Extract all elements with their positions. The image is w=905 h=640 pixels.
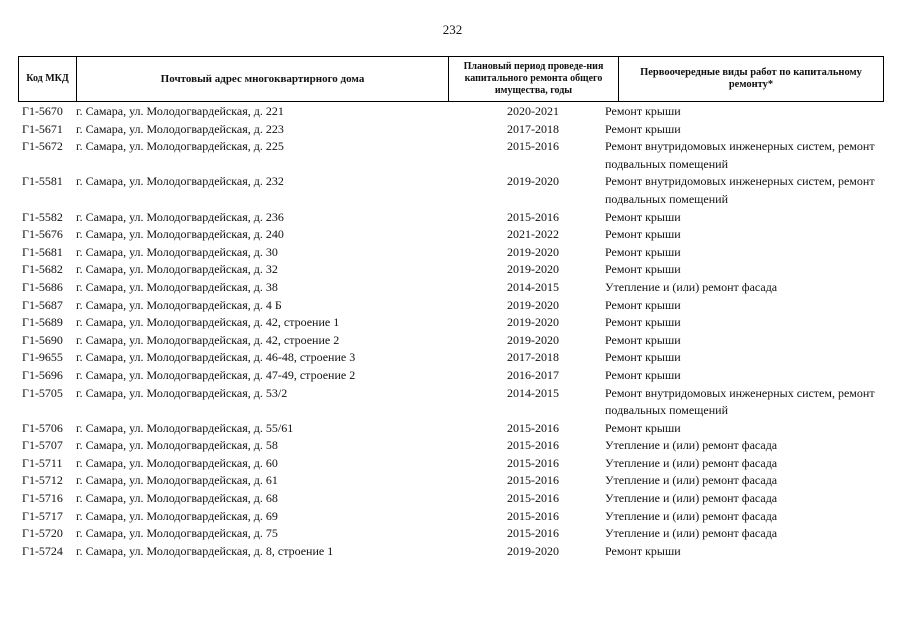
cell-code: Г1-5581 <box>22 174 63 189</box>
cell-period: 2017-2018 <box>507 350 559 365</box>
table-row <box>18 138 884 173</box>
cell-address: г. Самара, ул. Молодогвардейская, д. 38 <box>76 279 278 294</box>
cell-code: Г1-5670 <box>22 104 63 118</box>
cell-code: Г1-5690 <box>22 332 63 347</box>
cell-works: Утепление и (или) ремонт фасада <box>605 455 778 470</box>
cell-period: 2015-2016 <box>507 508 559 523</box>
table-row <box>18 314 884 332</box>
cell-code: Г1-5672 <box>22 139 63 154</box>
cell-period: 2015-2016 <box>507 473 559 488</box>
cell-period: 2015-2016 <box>507 420 559 435</box>
table-row <box>18 525 884 543</box>
cell-address: г. Самара, ул. Молодогвардейская, д. 240 <box>76 227 284 242</box>
table-row <box>18 437 884 455</box>
table-row <box>18 173 884 208</box>
table-row <box>18 543 884 561</box>
table-row <box>18 349 884 367</box>
cell-code: Г1-9655 <box>22 350 63 365</box>
table-row <box>18 226 884 244</box>
cell-works: Ремонт крыши <box>605 227 681 242</box>
cell-code: Г1-5705 <box>22 385 63 400</box>
cell-works: Ремонт крыши <box>605 121 681 136</box>
cell-works: Утепление и (или) ремонт фасада <box>605 473 778 488</box>
cell-period: 2015-2016 <box>507 139 559 154</box>
cell-code: Г1-5724 <box>22 543 63 558</box>
cell-period: 2019-2020 <box>507 244 559 259</box>
cell-address: г. Самара, ул. Молодогвардейская, д. 232 <box>76 174 284 189</box>
header-code: Код МКД <box>18 57 76 101</box>
cell-works: Утепление и (или) ремонт фасада <box>605 526 778 541</box>
cell-period: 2021-2022 <box>507 227 559 242</box>
cell-address: г. Самара, ул. Молодогвардейская, д. 47-49, строение 2 <box>76 367 356 382</box>
cell-code: Г1-5671 <box>22 121 63 136</box>
cell-address: г. Самара, ул. Молодогвардейская, д. 42, строение 2 <box>76 332 340 347</box>
cell-period: 2019-2020 <box>507 174 559 189</box>
cell-code: Г1-5707 <box>22 438 63 453</box>
cell-works: Ремонт крыши <box>605 297 681 312</box>
cell-address: г. Самара, ул. Молодогвардейская, д. 32 <box>76 262 278 277</box>
cell-code: Г1-5682 <box>22 262 63 277</box>
cell-period: 2015-2016 <box>507 526 559 541</box>
cell-works: Утепление и (или) ремонт фасада <box>605 491 778 506</box>
cell-period: 2015-2016 <box>507 438 559 453</box>
cell-code: Г1-5686 <box>22 279 63 294</box>
cell-works: Ремонт крыши <box>605 543 681 558</box>
cell-period: 2015-2016 <box>507 209 559 224</box>
table-body <box>18 103 884 560</box>
cell-period: 2020-2021 <box>507 104 559 118</box>
cell-works: Ремонт внутридомовых инженерных систем, ремонт подвальных помещений <box>605 174 875 206</box>
cell-works: Утепление и (или) ремонт фасада <box>605 279 778 294</box>
cell-address: г. Самара, ул. Молодогвардейская, д. 55/61 <box>76 420 294 435</box>
page-number: 232 <box>442 22 463 37</box>
cell-period: 2014-2015 <box>507 385 559 400</box>
cell-code: Г1-5582 <box>22 209 63 224</box>
cell-code: Г1-5687 <box>22 297 63 312</box>
table-row <box>18 455 884 473</box>
table-row <box>18 297 884 315</box>
cell-address: г. Самара, ул. Молодогвардейская, д. 4 Б <box>76 297 282 312</box>
cell-works: Ремонт крыши <box>605 315 681 330</box>
cell-works: Ремонт крыши <box>605 350 681 365</box>
cell-address: г. Самара, ул. Молодогвардейская, д. 46-48, строение 3 <box>76 350 356 365</box>
header-address: Почтовый адрес многоквартирного дома <box>76 57 448 101</box>
cell-works: Ремонт крыши <box>605 244 681 259</box>
cell-code: Г1-5706 <box>22 420 63 435</box>
cell-code: Г1-5717 <box>22 508 63 523</box>
table-row <box>18 420 884 438</box>
cell-address: г. Самара, ул. Молодогвардейская, д. 53/2 <box>76 385 288 400</box>
cell-address: г. Самара, ул. Молодогвардейская, д. 60 <box>76 455 278 470</box>
cell-period: 2017-2018 <box>507 121 559 136</box>
cell-period: 2019-2020 <box>507 332 559 347</box>
cell-address: г. Самара, ул. Молодогвардейская, д. 69 <box>76 508 278 523</box>
cell-period: 2019-2020 <box>507 315 559 330</box>
cell-address: г. Самара, ул. Молодогвардейская, д. 223 <box>76 121 284 136</box>
table-row <box>18 209 884 227</box>
cell-period: 2019-2020 <box>507 262 559 277</box>
cell-address: г. Самара, ул. Молодогвардейская, д. 225 <box>76 139 284 154</box>
cell-works: Ремонт крыши <box>605 332 681 347</box>
cell-works: Ремонт внутридомовых инженерных систем, ремонт подвальных помещений <box>605 139 875 171</box>
table-row <box>18 472 884 490</box>
cell-works: Ремонт крыши <box>605 420 681 435</box>
cell-code: Г1-5676 <box>22 227 63 242</box>
cell-works: Ремонт крыши <box>605 367 681 382</box>
table-header <box>18 56 884 102</box>
cell-address: г. Самара, ул. Молодогвардейская, д. 75 <box>76 526 278 541</box>
cell-address: г. Самара, ул. Молодогвардейская, д. 30 <box>76 244 278 259</box>
cell-address: г. Самара, ул. Молодогвардейская, д. 42, строение 1 <box>76 315 340 330</box>
table-row <box>18 332 884 350</box>
cell-address: г. Самара, ул. Молодогвардейская, д. 221 <box>76 104 284 118</box>
cell-works: Ремонт внутридомовых инженерных систем, ремонт подвальных помещений <box>605 385 875 418</box>
cell-address: г. Самара, ул. Молодогвардейская, д. 8, строение 1 <box>76 543 334 558</box>
cell-period: 2016-2017 <box>507 367 559 382</box>
cell-code: Г1-5689 <box>22 315 63 330</box>
cell-works: Утепление и (или) ремонт фасада <box>605 438 778 453</box>
cell-code: Г1-5696 <box>22 367 63 382</box>
table-row <box>18 244 884 262</box>
table-row <box>18 385 884 420</box>
cell-code: Г1-5716 <box>22 491 63 506</box>
cell-works: Ремонт крыши <box>605 209 681 224</box>
cell-code: Г1-5711 <box>22 455 63 470</box>
cell-period: 2019-2020 <box>507 297 559 312</box>
cell-works: Ремонт крыши <box>605 104 681 118</box>
cell-code: Г1-5720 <box>22 526 63 541</box>
cell-works: Утепление и (или) ремонт фасада <box>605 508 778 523</box>
cell-period: 2014-2015 <box>507 279 559 294</box>
cell-works: Ремонт крыши <box>605 262 681 277</box>
table-row <box>18 261 884 279</box>
cell-period: 2015-2016 <box>507 455 559 470</box>
header-period: Плановый период проведе-ния капитального ремонта общего имущества, годы <box>448 57 618 101</box>
cell-address: г. Самара, ул. Молодогвардейская, д. 236 <box>76 209 284 224</box>
table-row <box>18 121 884 139</box>
cell-period: 2019-2020 <box>507 543 559 558</box>
cell-address: г. Самара, ул. Молодогвардейская, д. 58 <box>76 438 278 453</box>
table-row <box>18 508 884 526</box>
table-row <box>18 103 884 121</box>
cell-period: 2015-2016 <box>507 491 559 506</box>
table-row <box>18 279 884 297</box>
table-row <box>18 490 884 508</box>
table-row <box>18 367 884 385</box>
cell-address: г. Самара, ул. Молодогвардейская, д. 61 <box>76 473 278 488</box>
cell-code: Г1-5681 <box>22 244 63 259</box>
header-works: Первоочередные виды работ по капитальному ремонту* <box>618 57 884 101</box>
cell-code: Г1-5712 <box>22 473 63 488</box>
cell-address: г. Самара, ул. Молодогвардейская, д. 68 <box>76 491 278 506</box>
